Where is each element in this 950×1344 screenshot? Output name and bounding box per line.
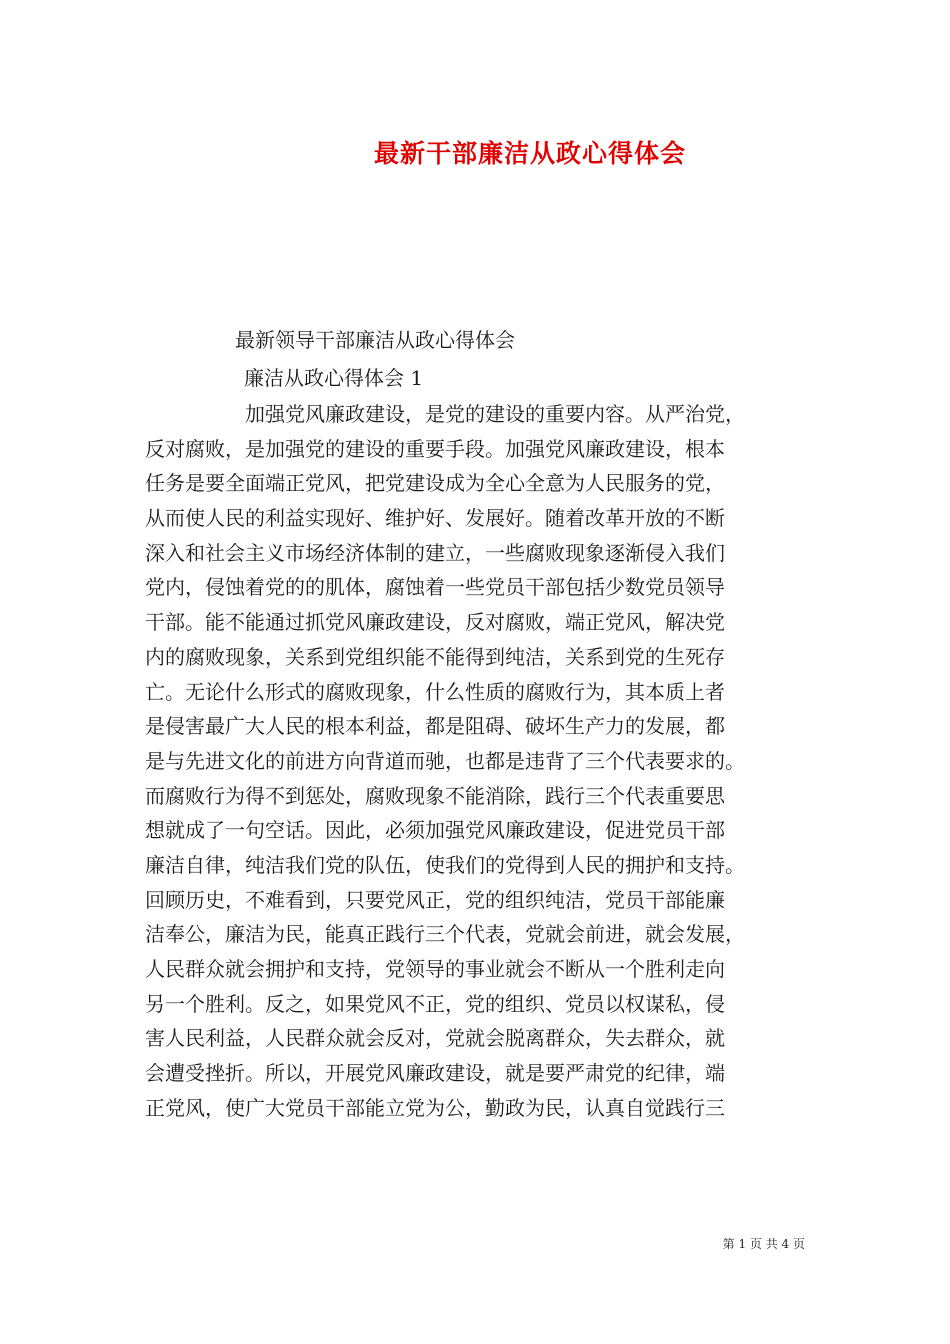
body-line: 从而使人民的利益实现好、维护好、发展好。随着改革开放的不断 [145,506,725,531]
body-line: 深入和社会主义市场经济体制的建立，一些腐败现象逐渐侵入我们 [145,540,725,565]
page-number: 第 1 页 共 4 页 [722,1237,805,1251]
body-line: 会遭受挫折。所以，开展党风廉政建设，就是要严肃党的纪律，端 [145,1061,725,1086]
body-line: 回顾历史，不难看到，只要党风正，党的组织纯洁，党员干部能廉 [145,887,725,912]
document-subtitle: 最新领导干部廉洁从政心得体会 [235,328,515,352]
body-line: 是侵害最广大人民的根本利益，都是阻碍、破坏生产力的发展，都 [145,714,725,739]
body-line: 廉洁自律，纯洁我们党的队伍，使我们的党得到人民的拥护和支持。 [145,852,745,877]
body-line: 内的腐败现象，关系到党组织能不能得到纯洁，关系到党的生死存 [145,644,725,669]
body-line: 害人民利益，人民群众就会反对，党就会脱离群众，失去群众，就 [145,1026,725,1051]
body-line: 想就成了一句空话。因此，必须加强党风廉政建设，促进党员干部 [145,818,725,843]
body-text [145,400,835,1128]
body-line: 任务是要全面端正党风，把党建设成为全心全意为人民服务的党， [145,471,725,496]
body-line: 干部。能不能通过抓党风廉政建设，反对腐败，端正党风，解决党 [145,610,725,635]
body-line: 人民群众就会拥护和支持，党领导的事业就会不断从一个胜利走向 [145,957,725,981]
body-line: 而腐败行为得不到惩处，腐败现象不能消除，践行三个代表重要思 [145,783,725,808]
body-line: 加强党风廉政建设，是党的建设的重要内容。从严治党， [245,402,745,426]
body-line: 党内，侵蚀着党的的肌体，腐蚀着一些党员干部包括少数党员领导 [145,575,725,600]
body-line: 另一个胜利。反之，如果党风不正，党的组织、党员以权谋私，侵 [145,991,725,1016]
body-line: 是与先进文化的前进方向背道而驰，也都是违背了三个代表要求的。 [145,748,745,773]
body-line: 反对腐败，是加强党的建设的重要手段。加强党风廉政建设，根本 [145,436,725,461]
document-title: 最新干部廉洁从政心得体会 [373,139,686,168]
body-line: 亡。无论什么形式的腐败现象，什么性质的腐败行为，其本质上者 [145,679,725,704]
body-line: 正党风，使广大党员干部能立党为公，勤政为民，认真自觉践行三 [145,1095,725,1120]
body-line: 洁奉公，廉洁为民，能真正践行三个代表，党就会前进，就会发展， [145,922,745,947]
section-heading: 廉洁从政心得体会 1 [244,366,424,390]
